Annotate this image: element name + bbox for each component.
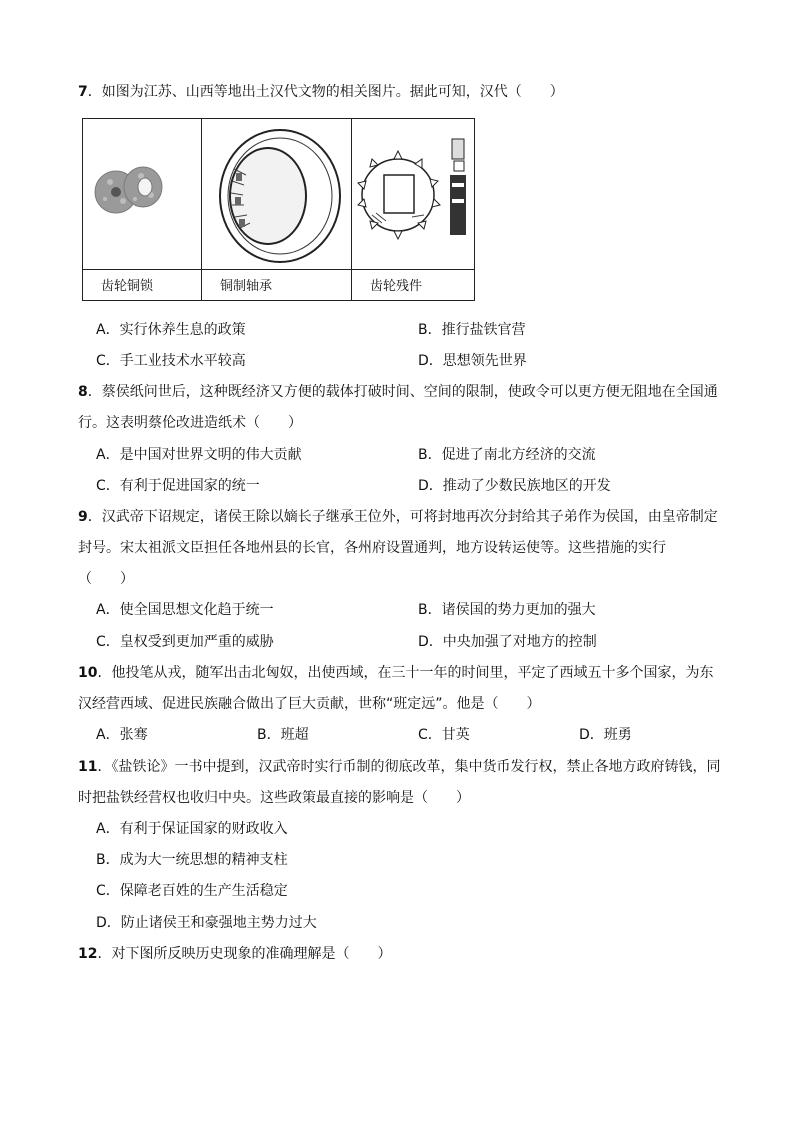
figure-cell-bearing: [202, 119, 352, 300]
q7-option-b[interactable]: B．推行盐铁官营: [418, 322, 526, 338]
caption-bearing: 铜制轴承: [220, 279, 273, 294]
q11-option-a[interactable]: A．有利于保证国家的财政收入: [96, 821, 288, 837]
q11-stem: [78, 757, 720, 777]
q7-option-c[interactable]: C．手工业技术水平较高: [96, 353, 246, 369]
q9-stem-line2: 封号。宋太祖派文臣担任各地州县的长官，各州府设置通判，地方设转运使等。这些措施的实行: [78, 540, 666, 556]
q12-number: 12: [78, 946, 98, 962]
q10-number: 10: [78, 665, 98, 681]
q10-option-b[interactable]: B．班超: [257, 727, 309, 743]
q9-option-b[interactable]: B．诸侯国的势力更加的强大: [418, 602, 596, 618]
q7-stem-text: ．如图为江苏、山西等地出土汉代文物的相关图片。据此可知，汉代（ ）: [87, 84, 564, 100]
q8-option-b[interactable]: B．促进了南北方经济的交流: [418, 447, 596, 463]
q8-stem-line2: 行。这表明蔡伦改进造纸术（ ）: [78, 415, 302, 431]
q8-stem-line1: ．蔡侯纸问世后，这种既经济又方便的载体打破时间、空间的限制，使政令可以更方便无阻地在全国通: [87, 384, 718, 400]
q11-stem-line2: 时把盐铁经营权也收归中央。这些政策最直接的影响是（ ）: [78, 790, 470, 806]
caption-gear-lock: 齿轮铜锁: [101, 279, 154, 294]
q10-option-a[interactable]: A．张骞: [96, 727, 148, 743]
q7-number: 7: [78, 84, 88, 100]
q9-stem-line3: （ ）: [78, 571, 134, 587]
q12-stem: [78, 944, 391, 964]
q10-option-d[interactable]: D．班勇: [579, 727, 632, 743]
q8-stem: [78, 382, 718, 402]
q9-number: 9: [78, 509, 88, 525]
q7-figure-table: [82, 118, 475, 301]
q12-stem-text: ．对下图所反映历史现象的准确理解是（ ）: [97, 946, 392, 962]
figure-cell-gear-lock: [83, 119, 202, 300]
q9-stem-line1: ．汉武帝下诏规定，诸侯王除以嫡长子继承王位外，可将封地再次分封给其子弟作为侯国，由皇帝制定: [87, 509, 718, 525]
q11-option-d[interactable]: D．防止诸侯王和豪强地主势力过大: [96, 915, 317, 931]
q7-option-a[interactable]: A．实行休养生息的政策: [96, 322, 246, 338]
q11-option-b[interactable]: B．成为大一统思想的精神支柱: [96, 852, 288, 868]
bronze-bearing-image: [202, 119, 352, 271]
q10-stem-line1: ．他投笔从戎，随军出击北匈奴，出使西域，在三十一年的时间里，平定了西域五十多个国家，为东: [97, 665, 714, 681]
q9-option-a[interactable]: A．使全国思想文化趋于统一: [96, 602, 274, 618]
q11-option-c[interactable]: C．保障老百姓的生产生活稳定: [96, 883, 288, 899]
q11-number: 11: [78, 759, 98, 775]
q7-option-d[interactable]: D．思想领先世界: [418, 353, 527, 369]
q7-stem: [78, 82, 564, 102]
caption-gear-fragment: 齿轮残件: [370, 279, 423, 294]
q9-stem: [78, 507, 718, 527]
q10-stem-line2: 汉经营西域、促进民族融合做出了巨大贡献，世称“班定远”。他是（ ）: [78, 696, 541, 712]
q11-stem-line1: ．《盐铁论》一书中提到，汉武帝时实行币制的彻底改革，集中货币发行权，禁止各地方政府铸钱，同: [97, 759, 721, 775]
q8-option-c[interactable]: C．有利于促进国家的统一: [96, 478, 260, 494]
q8-option-a[interactable]: A．是中国对世界文明的伟大贡献: [96, 447, 302, 463]
q9-option-d[interactable]: D．中央加强了对地方的控制: [418, 634, 597, 650]
gear-fragment-image: [352, 119, 474, 271]
q8-number: 8: [78, 384, 88, 400]
q8-option-d[interactable]: D．推动了少数民族地区的开发: [418, 478, 611, 494]
q10-stem: [78, 663, 713, 683]
figure-cell-gear-fragment: [352, 119, 474, 300]
q9-option-c[interactable]: C．皇权受到更加严重的威胁: [96, 634, 274, 650]
q10-option-c[interactable]: C．甘英: [418, 727, 470, 743]
gear-lock-image: [83, 119, 202, 271]
